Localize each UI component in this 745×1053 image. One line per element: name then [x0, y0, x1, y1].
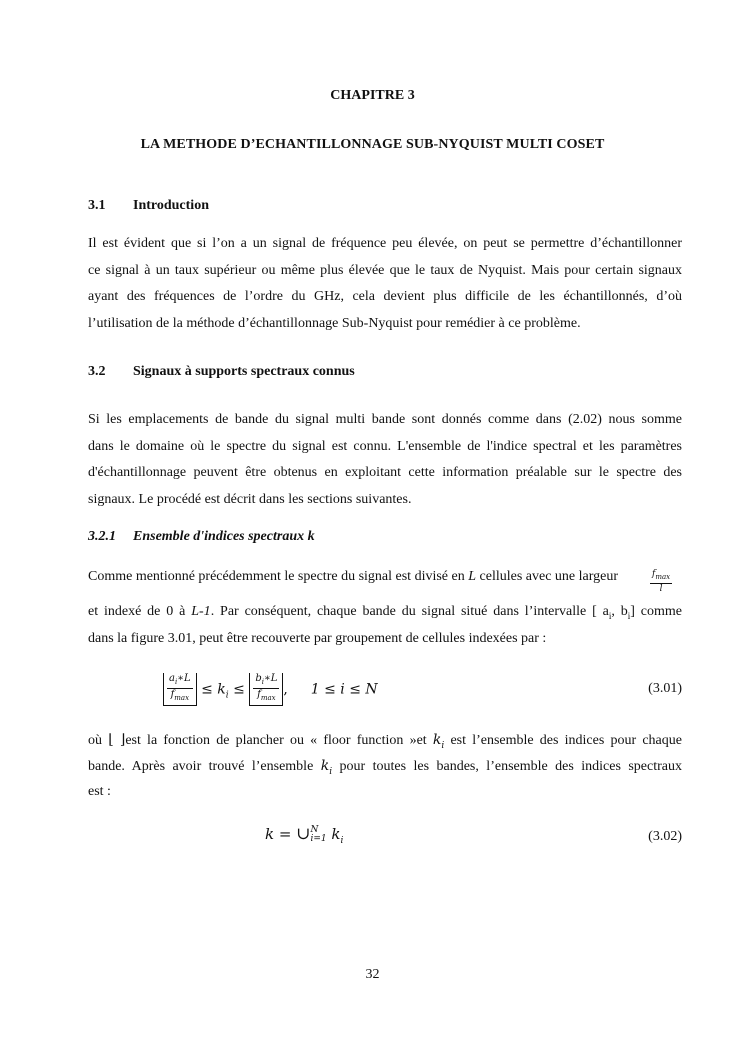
subsection-paragraph-line-2: et indexé de 0 à L-1. Par conséquent, chaque bande du signal situé dans l’intervalle [ $a_i$, $b_i$] comme — [88, 604, 683, 621]
intro-line: ce signal à un taux supérieur ou même plus élevée que le taux de Nyquist. Mais pour certain signaux — [88, 262, 682, 278]
section-3-2-paragraph — [88, 407, 682, 513]
intro-paragraph — [88, 231, 682, 337]
section-number-3-2: 3.2 — [88, 364, 106, 379]
subsection-paragraph-line-1: Comme mentionné précédemment le spectre du signal est divisé en L cellules avec une largeur — [88, 569, 619, 584]
floor-bracket-right-term: $\frac{b_i∗L}{f_{max}}$ — [249, 673, 283, 706]
chapter-title: LA METHODE D’ECHANTILLONNAGE SUB-NYQUIST MULTI COSET — [140, 137, 605, 152]
intro-line: ayant des fréquences de l’ordre du GHz, cela devient plus difficile de les échantillonnés, d’où — [88, 289, 682, 304]
subsection-number-3-2-1: 3.2.1 — [88, 529, 116, 544]
floor-explanation-line-2: bande. Après avoir trouvé l’ensemble $k_i$ pour toutes les bandes, l’ensemble des indices spectraux — [88, 758, 682, 777]
cell-width-fraction: $f_{max}$ l — [652, 569, 671, 594]
equation-3-02: k = ∪ N i=1 $k_i$ — [265, 824, 344, 846]
floor-explanation-line-1: où ⌊ ⌋est la fonction de plancher ou « floor function »et $k_i$ est l’ensemble des indices pour chaque — [88, 732, 682, 751]
subsection-title: Ensemble d'indices spectraux k — [133, 529, 315, 544]
paragraph-line: signaux. Le procédé est décrit dans les sections suivantes. — [88, 491, 412, 507]
subsection-paragraph-line-3: dans la figure 3.01, peut être recouverte par groupement de cellules indexées par : — [88, 631, 547, 646]
intro-line: l’utilisation de la méthode d’échantillonnage Sub-Nyquist pour remédier à ce problème. — [88, 315, 581, 331]
paragraph-line: dans le domaine où le spectre du signal est connu. L'ensemble de l'indice spectral et les paramètres — [88, 438, 682, 454]
section-title-introduction: Introduction — [133, 198, 209, 213]
floor-bracket-left-term: $\frac{a_i∗L}{f_{max}}$ — [163, 673, 197, 706]
paragraph-line: d'échantillonnage peuvent être obtenus en exploitant cette information préalable sur le spectre des — [88, 465, 682, 480]
page-number: 32 — [365, 967, 380, 982]
section-title-signaux: Signaux à supports spectraux connus — [133, 364, 355, 379]
floor-explanation-line-3: est : — [88, 784, 111, 799]
chapter-label: CHAPITRE 3 — [330, 88, 415, 103]
intro-line: Il est évident que si l’on a un signal de fréquence peu élevée, on peut se permettre d’échantillonner — [88, 236, 682, 251]
equation-number-3-01: (3.01) — [648, 681, 682, 696]
equation-number-3-02: (3.02) — [648, 829, 682, 844]
section-number-3-1: 3.1 — [88, 198, 106, 213]
paragraph-line: Si les emplacements de bande du signal multi bande sont donnés comme dans (2.02) nous somme — [88, 412, 682, 427]
equation-3-01: $\frac{a_i∗L}{f_{max}}$ ≤ $k_i$ ≤ $\frac{b_i∗L}{f_{max}}$ , 1 ≤ i ≤ N — [163, 673, 378, 706]
